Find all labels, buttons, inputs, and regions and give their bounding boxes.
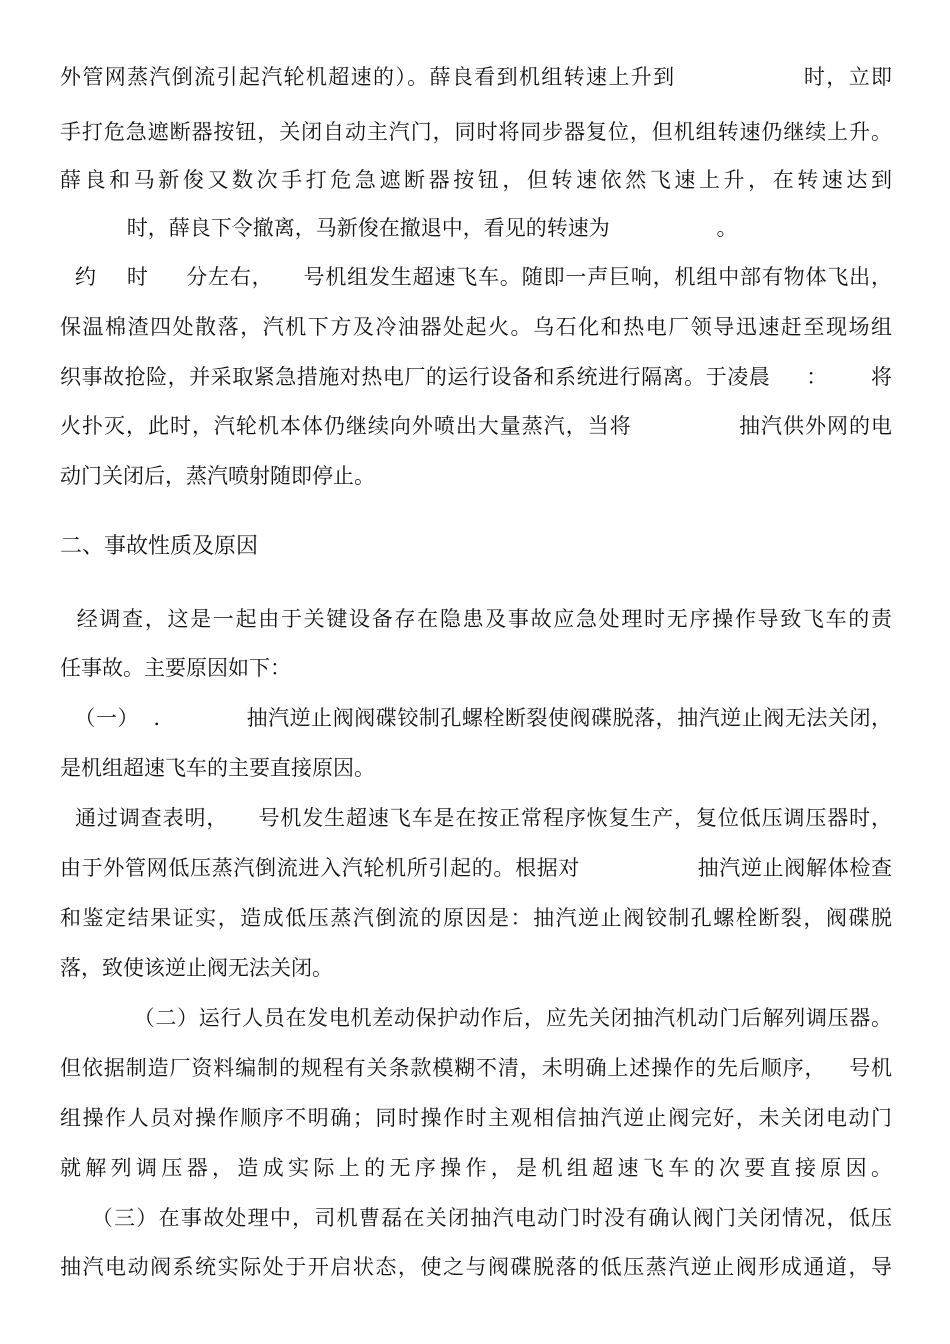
paragraph-line: 落，致使该逆止阀无法关闭。 bbox=[60, 956, 333, 980]
paragraph-line: 但依据制造厂资料编制的规程有关条款模糊不清，未明确上述操作的先后顺序， 号机 bbox=[60, 1056, 892, 1080]
paragraph-line: 经调查，这是一起由于关键设备存在隐患及事故应急处理时无序操作导致飞车的责 bbox=[60, 607, 892, 631]
paragraph-line: 任事故。主要原因如下： bbox=[60, 656, 291, 680]
paragraph-line: 时，薛良下令撤离，马新俊在撤退中，看见的转速为 。 bbox=[60, 216, 738, 240]
paragraph-line: 薛良和马新俊又数次手打危急遮断器按钮，但转速依然飞速上升，在转速达到 bbox=[60, 168, 892, 192]
paragraph-line: 组操作人员对操作顺序不明确；同时操作时主观相信抽汽逆止阀完好，未关闭电动门 bbox=[60, 1106, 892, 1130]
section-heading: 二、事故性质及原因 bbox=[60, 534, 259, 559]
paragraph-line: （三）在事故处理中，司机曹磊在关闭抽汽电动门时没有确认阀门关闭情况，低压 bbox=[60, 1206, 892, 1230]
paragraph-line: 外管网蒸汽倒流引起汽轮机超速的）。薛良看到机组转速上升到 时，立即 bbox=[60, 65, 892, 89]
paragraph-line: 约 时 分左右， 号机组发生超速飞车。随即一声巨响，机组中部有物体飞出， bbox=[60, 265, 892, 289]
paragraph-line: 织事故抢险，并采取紧急措施对热电厂的运行设备和系统进行隔离。于凌晨 ： 将 bbox=[60, 365, 892, 389]
paragraph-line: 由于外管网低压蒸汽倒流进入汽轮机所引起的。根据对 抽汽逆止阀解体检查 bbox=[60, 856, 892, 880]
paragraph-line: 通过调查表明， 号机发生超速飞车是在按正常程序恢复生产，复位低压调压器时， bbox=[60, 806, 892, 830]
paragraph-line: 和鉴定结果证实，造成低压蒸汽倒流的原因是：抽汽逆止阀铰制孔螺栓断裂，阀碟脱 bbox=[60, 906, 892, 930]
paragraph-line: 抽汽电动阀系统实际处于开启状态，使之与阀碟脱落的低压蒸汽逆止阀形成通道，导 bbox=[60, 1255, 892, 1279]
paragraph-line: 保温棉渣四处散落，汽机下方及冷油器处起火。乌石化和热电厂领导迅速赶至现场组 bbox=[60, 315, 892, 339]
paragraph-line: （一） . 抽汽逆止阀阀碟铰制孔螺栓断裂使阀碟脱落，抽汽逆止阀无法关闭， bbox=[60, 706, 892, 730]
paragraph-line: 动门关闭后，蒸汽喷射随即停止。 bbox=[60, 464, 375, 488]
paragraph-line: 是机组超速飞车的主要直接原因。 bbox=[60, 756, 375, 780]
paragraph-line: 手打危急遮断器按钮，关闭自动主汽门，同时将同步器复位，但机组转速仍继续上升。 bbox=[60, 120, 892, 144]
paragraph-line: （二）运行人员在发电机差动保护动作后，应先关闭抽汽机动门后解列调压器。 bbox=[60, 1006, 892, 1030]
paragraph-line: 就解列调压器，造成实际上的无序操作，是机组超速飞车的次要直接原因。 bbox=[60, 1156, 892, 1180]
paragraph-line: 火扑灭，此时，汽轮机本体仍继续向外喷出大量蒸汽，当将 抽汽供外网的电 bbox=[60, 414, 892, 438]
